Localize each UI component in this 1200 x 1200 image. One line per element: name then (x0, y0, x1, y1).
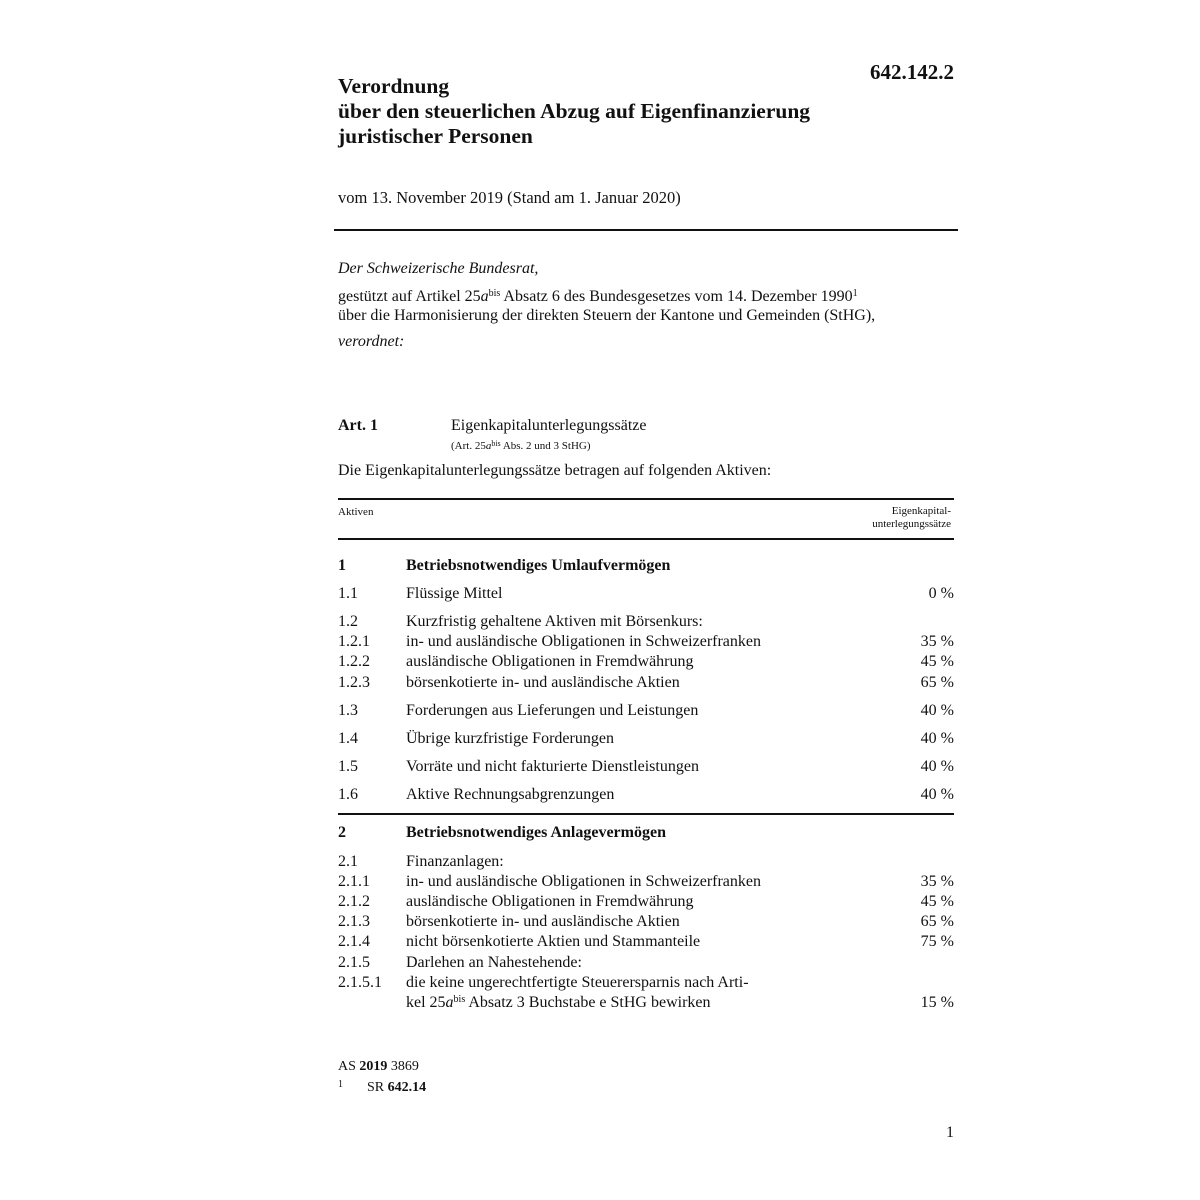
table-row: 2.1.3 börsenkotierte in- und ausländische Aktien 65 % (338, 913, 954, 930)
table-section-rule (338, 813, 954, 815)
footnote: $^1$ SR 642.14 (338, 1079, 427, 1095)
table-row: 1.4 Übrige kurzfristige Forderungen 40 % (338, 730, 954, 747)
title-line: über den steuerlichen Abzug auf Eigenfinanzierung (338, 99, 811, 123)
article-label: Art. 1 (338, 417, 378, 434)
footnote-ref[interactable]: 1 (852, 288, 858, 299)
table-row: 1.1 Flüssige Mittel 0 % (338, 585, 954, 602)
table-row: 2.1.2 ausländische Obligationen in Fremdwährung 45 % (338, 893, 954, 910)
article-intro: Die Eigenkapitalunterlegungssätze betragen auf folgenden Aktiven: (338, 462, 772, 479)
page-number: 1 (946, 1124, 954, 1141)
sr-number: 642.142.2 (870, 60, 954, 84)
table-row: 2 Betriebsnotwendiges Anlagevermögen (338, 824, 666, 841)
title-line: juristischer Personen (338, 124, 533, 148)
table-row: 1.3 Forderungen aus Lieferungen und Leistungen 40 % (338, 702, 954, 719)
table-row: 2.1.5 Darlehen an Nahestehende: (338, 954, 582, 971)
table-row: 2.1.5.1 die keine ungerechtfertigte Steuerersparnis nach Arti- (338, 974, 749, 991)
table-row: 2.1 Finanzanlagen: (338, 853, 504, 870)
table-row: 1.2 Kurzfristig gehaltene Aktiven mit Börsenkurs: (338, 613, 703, 630)
table-row: 1.2.1 in- und ausländische Obligationen in Schweizerfranken 35 % (338, 633, 954, 650)
document-title (338, 74, 810, 149)
preamble-decree: verordnet: (338, 333, 405, 350)
table-header-rule (338, 538, 954, 540)
article-title: Eigenkapitalunterlegungssätze (451, 417, 647, 434)
title-line: Verordnung (338, 74, 450, 98)
date-line: vom 13. November 2019 (Stand am 1. Januar 2020) (338, 188, 681, 207)
table-row: 1.6 Aktive Rechnungsabgrenzungen 40 % (338, 786, 954, 803)
preamble-authority: Der Schweizerische Bundesrat, (338, 260, 539, 277)
header-divider (334, 229, 958, 231)
table-row: kel $25a^{bis}$ Absatz 3 Buchstabe e StHG bewirken 15 % (406, 994, 954, 1011)
table-row: 2.1.1 in- und ausländische Obligationen in Schweizerfranken 35 % (338, 873, 954, 890)
official-compilation-ref: AS 2019 3869 (338, 1059, 419, 1074)
table-row: 1.2.3 börsenkotierte in- und ausländische Aktien 65 % (338, 674, 954, 691)
footnote-mark: 1 (338, 1079, 343, 1090)
preamble-basis (338, 287, 875, 325)
preamble-basis-line-1: gestützt auf Artikel $25a^{bis}$ Absatz 6 des Bundesgesetzes vom 14. Dezember 1990$^1$ (338, 288, 858, 305)
preamble-basis-line-2: über die Harmonisierung der direkten Steuern der Kantone und Gemeinden (StHG), (338, 307, 876, 324)
table-top-rule (338, 498, 954, 500)
table-header-aktiven: Aktiven (338, 506, 374, 518)
table-header-saetze: Eigenkapital- unterlegungssätze (872, 505, 951, 530)
table-row: 1 Betriebsnotwendiges Umlaufvermögen (338, 557, 671, 574)
table-row: 2.1.4 nicht börsenkotierte Aktien und Stammanteile 75 % (338, 933, 954, 950)
table-row: 1.5 Vorräte und nicht fakturierte Dienstleistungen 40 % (338, 758, 954, 775)
article-reference: (Art. $25a^{bis}$ Abs. 2 und 3 StHG) (451, 439, 591, 452)
table-row: 1.2.2 ausländische Obligationen in Fremdwährung 45 % (338, 653, 954, 670)
